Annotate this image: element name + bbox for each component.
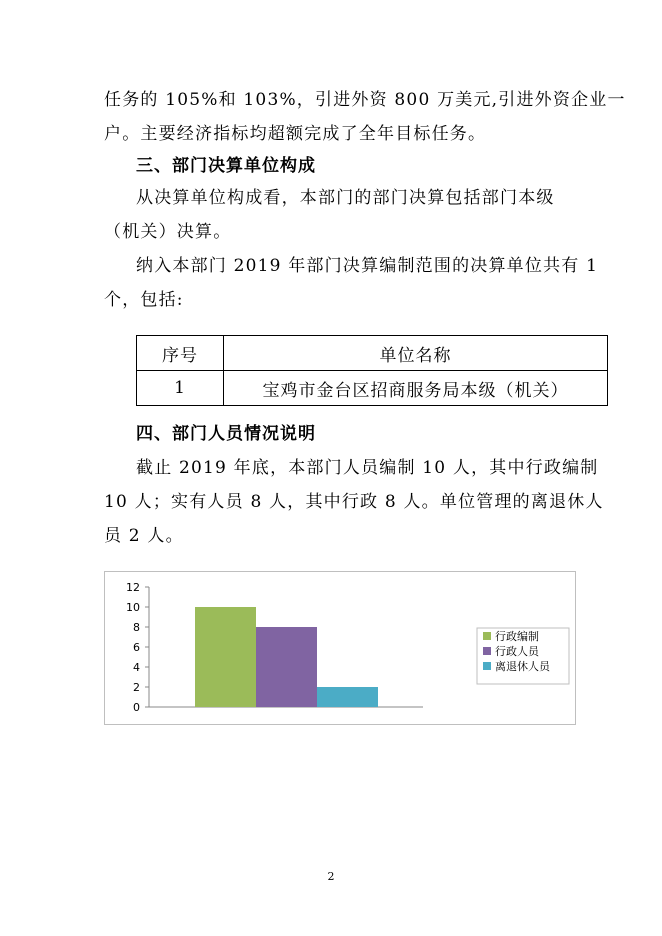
- y-tick-label: 8: [133, 621, 140, 634]
- paragraph-line: 从决算单位构成看，本部门的部门决算包括部门本级: [136, 188, 555, 208]
- section-heading-3: 三、部门决算单位构成: [136, 156, 316, 176]
- y-tick-label: 2: [133, 681, 140, 694]
- staff-bar-chart: [104, 571, 576, 725]
- bar-1: [195, 607, 256, 707]
- paragraph-line: 个，包括:: [104, 290, 184, 310]
- y-tick-label: 0: [133, 701, 140, 714]
- paragraph-line: 纳入本部门 2019 年部门决算编制范围的决算单位共有 1: [136, 256, 599, 276]
- bar-3: [317, 687, 378, 707]
- page-number: 2: [327, 870, 335, 883]
- table-header-cell: 单位名称: [224, 336, 608, 371]
- paragraph-line: 任务的 105%和 103%，引进外资 800 万美元,引进外资企业一: [104, 90, 626, 110]
- paragraph-line: 户。主要经济指标均超额完成了全年目标任务。: [104, 124, 487, 144]
- chart-svg: [105, 572, 575, 724]
- paragraph-line: 截止 2019 年底，本部门人员编制 10 人，其中行政编制: [136, 458, 599, 478]
- paragraph-line: （机关）决算。: [104, 222, 232, 242]
- legend-label: 行政人员: [495, 645, 539, 658]
- table-row: [137, 371, 608, 406]
- table-header-row: [137, 336, 608, 371]
- paragraph-line: 10 人；实有人员 8 人，其中行政 8 人。单位管理的离退休人: [104, 492, 604, 512]
- y-tick-label: 4: [133, 661, 140, 674]
- y-tick-label: 10: [126, 601, 140, 614]
- y-tick-label: 12: [126, 581, 140, 594]
- legend-swatch: [483, 632, 491, 640]
- unit-table: [136, 335, 608, 406]
- table-header-cell: 序号: [137, 336, 224, 371]
- paragraph-line: 员 2 人。: [104, 526, 184, 546]
- legend-label: 离退休人员: [495, 660, 550, 673]
- legend-swatch: [483, 647, 491, 655]
- bar-2: [256, 627, 317, 707]
- table-cell: 1: [137, 371, 224, 406]
- y-tick-label: 6: [133, 641, 140, 654]
- section-heading-4: 四、部门人员情况说明: [136, 424, 316, 444]
- legend-swatch: [483, 662, 491, 670]
- table-cell: 宝鸡市金台区招商服务局本级（机关）: [224, 371, 608, 406]
- legend-label: 行政编制: [495, 630, 539, 643]
